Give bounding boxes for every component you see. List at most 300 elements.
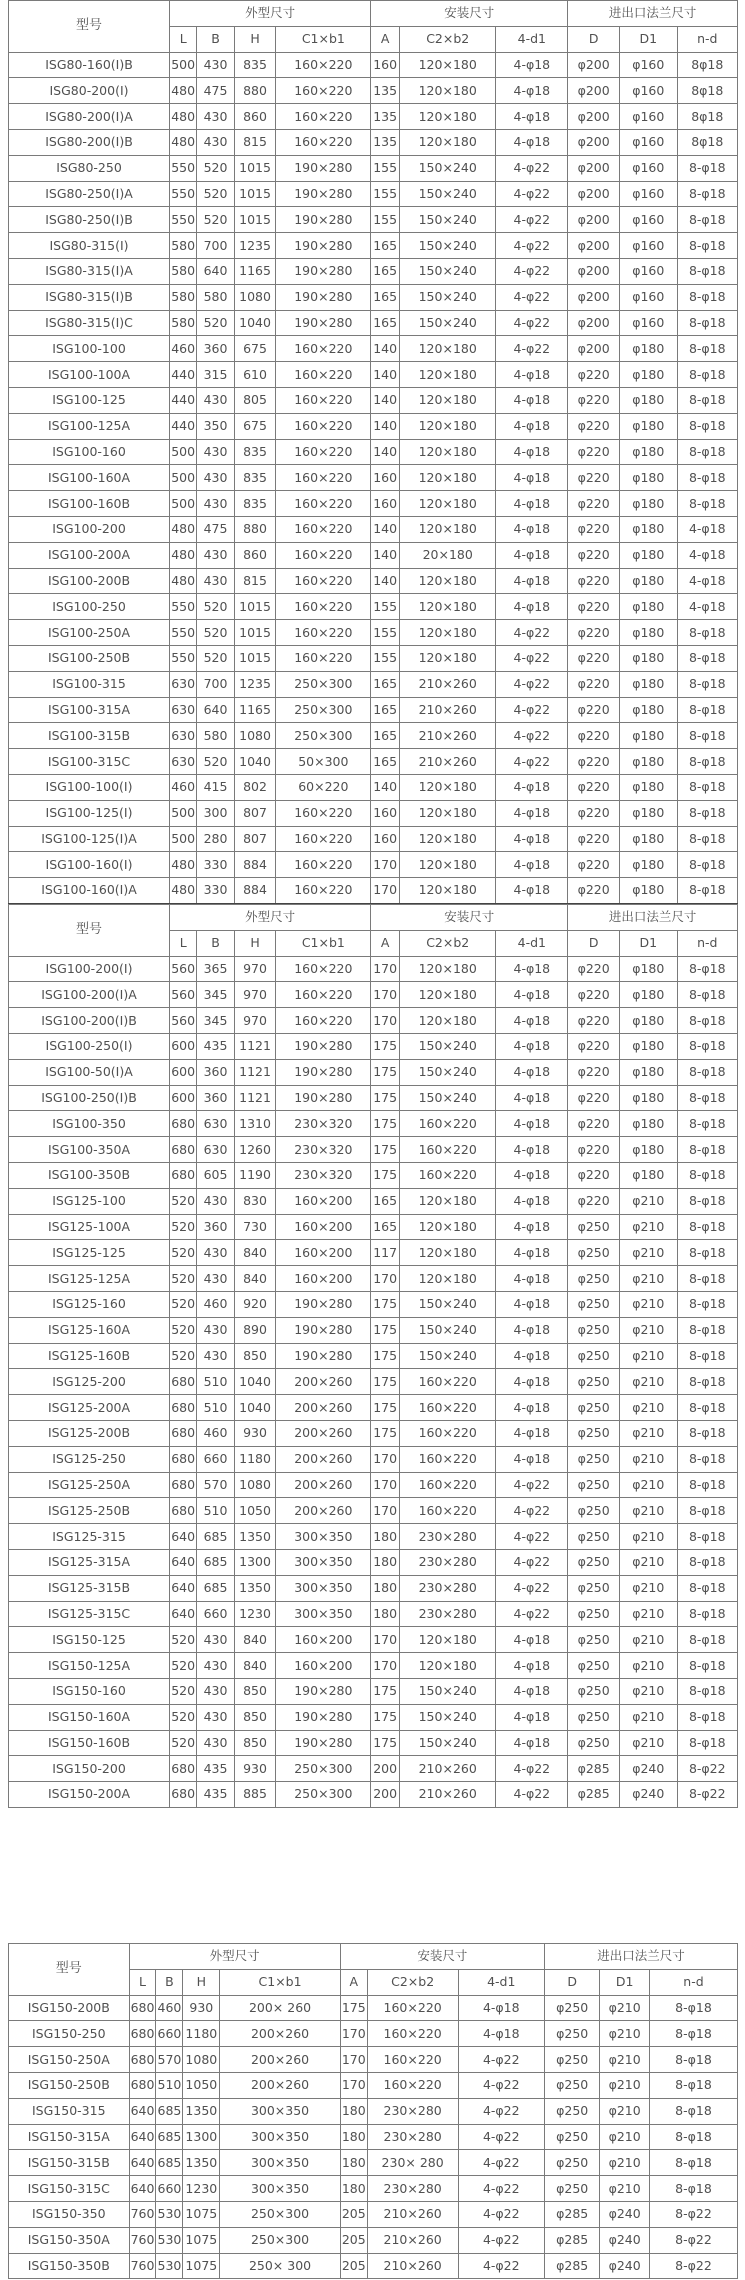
table-cell: φ220 [568,362,620,388]
table-cell: 520 [197,749,234,775]
table-cell: 640 [170,1601,197,1627]
table-cell: 480 [170,568,197,594]
header-outer-dimensions: 外型尺寸 [129,1944,340,1970]
table-cell: 480 [170,78,197,104]
table-cell: 8-φ18 [677,852,737,878]
table-cell: 4-φ18 [496,1111,568,1137]
table-cell: 430 [197,1188,234,1214]
table-cell: 4-φ22 [458,2098,545,2124]
table-cell: 120×180 [400,826,496,852]
table-cell: 175 [371,1678,400,1704]
table-row [9,982,738,1008]
table-row [9,491,738,517]
model-cell: ISG100-125(I) [9,800,170,826]
table-cell: 430 [197,129,234,155]
table-cell: 150×240 [400,1343,496,1369]
table-cell: φ200 [568,155,620,181]
table-cell: 8-φ18 [677,1240,737,1266]
table-cell: 190×280 [276,181,371,207]
table-cell: 120×180 [400,1240,496,1266]
table-cell: 1350 [234,1575,276,1601]
table-cell: 560 [170,982,197,1008]
table-row [9,1782,738,1808]
table-cell: φ250 [545,2047,600,2073]
table-cell: 680 [170,1782,197,1808]
table-cell: 360 [197,1085,234,1111]
table-cell: 190×280 [276,207,371,233]
table-cell: 830 [234,1188,276,1214]
table-cell: 4-φ22 [496,697,568,723]
table-cell: 1121 [234,1033,276,1059]
table-cell: 170 [371,1008,400,1034]
table-cell: 175 [371,1369,400,1395]
table-cell: 140 [371,568,400,594]
table-cell: 760 [129,2253,156,2279]
table-cell: 200×260 [220,2047,341,2073]
table-cell: 120×180 [400,645,496,671]
table-cell: φ210 [620,1343,678,1369]
table-row [9,1059,738,1085]
table-cell: 680 [170,1498,197,1524]
table-cell: 160×220 [276,78,371,104]
table-cell: 230×280 [367,2124,458,2150]
model-cell: ISG100-200A [9,542,170,568]
table-cell: 430 [197,1730,234,1756]
header-col: D [545,1969,600,1995]
table-cell: 160×220 [276,465,371,491]
table-cell: 165 [371,1214,400,1240]
table-cell: 8φ18 [677,129,737,155]
table-cell: 160×220 [276,645,371,671]
model-cell: ISG100-160(I) [9,852,170,878]
table-cell: φ180 [620,568,678,594]
table-cell: φ220 [568,1162,620,1188]
table-cell: 680 [170,1162,197,1188]
table-cell: 165 [371,697,400,723]
table-row [9,1549,738,1575]
table-cell: 500 [170,491,197,517]
table-cell: 480 [170,129,197,155]
table-cell: 200×260 [276,1395,371,1421]
table-cell: 230×280 [400,1549,496,1575]
table-cell: 480 [170,516,197,542]
table-cell: 520 [170,1240,197,1266]
table-row [9,2124,738,2150]
table-cell: 4-φ18 [496,439,568,465]
table-row [9,1188,738,1214]
table-cell: φ180 [620,697,678,723]
table-cell: 200×260 [276,1420,371,1446]
header-col: 4-d1 [496,26,568,52]
model-cell: ISG150-160 [9,1678,170,1704]
table-cell: 884 [234,852,276,878]
table-row [9,1575,738,1601]
model-cell: ISG100-125(I)A [9,826,170,852]
model-cell: ISG100-100 [9,336,170,362]
table-cell: φ220 [568,723,620,749]
model-cell: ISG125-200A [9,1395,170,1421]
table-cell: 8-φ18 [677,1214,737,1240]
model-cell: ISG150-350A [9,2227,130,2253]
table-cell: 430 [197,104,234,130]
table-cell: 160×220 [276,104,371,130]
table-cell: 530 [156,2201,183,2227]
table-cell: 4-φ18 [496,594,568,620]
table-cell: 140 [371,516,400,542]
table-cell: 4-φ18 [496,1653,568,1679]
model-cell: ISG125-100 [9,1188,170,1214]
table-cell: 180 [371,1549,400,1575]
table-cell: 660 [156,2021,183,2047]
table-cell: 930 [183,1995,220,2021]
table-cell: 4-φ18 [458,2021,545,2047]
table-cell: 190×280 [276,1085,371,1111]
table-row [9,1317,738,1343]
table-cell: φ210 [600,2124,650,2150]
header-col: C2×b2 [367,1969,458,1995]
table-cell: 200×260 [276,1498,371,1524]
table-cell: 700 [197,233,234,259]
table-row [9,671,738,697]
table-row [9,1008,738,1034]
table-cell: 230×280 [400,1601,496,1627]
table-cell: 4-φ18 [496,1085,568,1111]
table-cell: 160×220 [276,413,371,439]
header-col: L [129,1969,156,1995]
table-cell: 1075 [183,2253,220,2279]
model-cell: ISG100-250(I) [9,1033,170,1059]
table-cell: 8-φ18 [677,1162,737,1188]
table-cell: 1015 [234,620,276,646]
table-cell: φ250 [568,1730,620,1756]
header-col: H [234,26,276,52]
table-cell: φ210 [620,1188,678,1214]
table-row [9,1214,738,1240]
table-cell: φ250 [568,1214,620,1240]
table-cell: 680 [170,1395,197,1421]
table-cell: 230×320 [276,1137,371,1163]
table-cell: 60×220 [276,774,371,800]
model-cell: ISG150-250B [9,2072,130,2098]
table-cell: 4-φ18 [496,1446,568,1472]
model-cell: ISG125-125 [9,1240,170,1266]
table-cell: 4-φ18 [496,982,568,1008]
table-cell: 160 [371,491,400,517]
table-cell: φ180 [620,465,678,491]
table-cell: 430 [197,1678,234,1704]
table-cell: 155 [371,181,400,207]
table-cell: 520 [197,155,234,181]
table-cell: 430 [197,52,234,78]
table-cell: 685 [197,1549,234,1575]
table-row [9,2047,738,2073]
table-cell: 4-φ18 [496,1343,568,1369]
table-cell: 4-φ22 [496,671,568,697]
header-col: H [234,930,276,956]
table-cell: 860 [234,542,276,568]
table-cell: 170 [371,852,400,878]
table-cell: 520 [170,1214,197,1240]
table-cell: φ210 [600,2072,650,2098]
table-cell: 8-φ18 [677,1369,737,1395]
table-cell: 360 [197,1059,234,1085]
table-cell: 4-φ18 [677,568,737,594]
table-cell: 430 [197,1317,234,1343]
table-cell: 1165 [234,697,276,723]
table-cell: 175 [371,1343,400,1369]
table-cell: 4-φ22 [496,1601,568,1627]
table-row [9,1343,738,1369]
table-cell: 210×260 [400,723,496,749]
table-cell: 160×200 [276,1214,371,1240]
table-cell: 155 [371,207,400,233]
table-cell: 430 [197,1704,234,1730]
table-cell: 8-φ18 [677,878,737,904]
model-cell: ISG100-125 [9,387,170,413]
table-cell: φ220 [568,956,620,982]
table-cell: φ285 [545,2227,600,2253]
table-cell: 160×200 [276,1653,371,1679]
table-cell: φ210 [620,1653,678,1679]
table-cell: 4-φ18 [496,1420,568,1446]
table-cell: φ210 [620,1730,678,1756]
table-cell: 640 [129,2176,156,2202]
model-cell: ISG150-315B [9,2150,130,2176]
table-cell: 4-φ22 [458,2176,545,2202]
table-cell: 4-φ22 [496,1575,568,1601]
table-cell: 4-φ18 [496,1369,568,1395]
table-cell: 8-φ18 [677,1291,737,1317]
table-cell: 8-φ18 [649,2021,737,2047]
table-cell: φ200 [568,258,620,284]
table-cell: 685 [156,2098,183,2124]
table-cell: 120×180 [400,439,496,465]
table-cell: φ180 [620,1137,678,1163]
table-cell: 210×260 [400,671,496,697]
header-col: A [371,930,400,956]
table-cell: 520 [170,1704,197,1730]
table-row [9,413,738,439]
table-cell: 170 [371,1498,400,1524]
table-cell: φ180 [620,439,678,465]
table-cell: 4-φ22 [458,2124,545,2150]
table-cell: 4-φ18 [496,1188,568,1214]
model-cell: ISG150-160B [9,1730,170,1756]
table-cell: φ220 [568,749,620,775]
table-cell: 520 [197,207,234,233]
table-cell: 150×240 [400,155,496,181]
table-cell: 140 [371,387,400,413]
table-cell: 190×280 [276,310,371,336]
table-cell: 180 [371,1575,400,1601]
table-cell: 730 [234,1214,276,1240]
table-row [9,1111,738,1137]
table-cell: 160×200 [276,1240,371,1266]
table-cell: 170 [371,878,400,904]
table-cell: 4-φ22 [458,2047,545,2073]
table-cell: 4-φ22 [496,1498,568,1524]
table-cell: 510 [197,1369,234,1395]
table-cell: 8φ18 [677,52,737,78]
table-cell: φ240 [600,2201,650,2227]
table-cell: φ250 [568,1343,620,1369]
table-cell: 8-φ22 [649,2201,737,2227]
table-cell: 180 [371,1524,400,1550]
table-cell: 4-φ18 [496,78,568,104]
model-cell: ISG80-315(I)A [9,258,170,284]
model-cell: ISG100-160B [9,491,170,517]
table-cell: 1235 [234,233,276,259]
table-cell: 175 [371,1395,400,1421]
table-cell: 4-φ22 [496,749,568,775]
table-cell: 850 [234,1678,276,1704]
table-row [9,387,738,413]
table-cell: 4-φ18 [496,104,568,130]
table-cell: 200×260 [276,1446,371,1472]
table-cell: 8-φ18 [677,671,737,697]
table-cell: 8φ18 [677,78,737,104]
table-cell: 4-φ18 [496,956,568,982]
table-row [9,1420,738,1446]
table-cell: 8-φ18 [677,284,737,310]
table-cell: φ250 [568,1601,620,1627]
table-cell: 8-φ18 [677,982,737,1008]
table-cell: 1080 [234,723,276,749]
table-cell: 190×280 [276,1059,371,1085]
table-cell: 160×220 [276,852,371,878]
table-cell: φ220 [568,594,620,620]
table-cell: φ200 [568,129,620,155]
table-cell: 8-φ18 [677,1266,737,1292]
table-cell: 680 [170,1472,197,1498]
table-cell: 640 [170,1524,197,1550]
table-cell: 600 [170,1085,197,1111]
table-cell: φ220 [568,387,620,413]
table-cell: 175 [371,1291,400,1317]
table-row [9,258,738,284]
table-cell: 4-φ22 [458,2150,545,2176]
table-cell: 4-φ18 [496,1137,568,1163]
table-cell: 210×260 [367,2201,458,2227]
table-cell: 135 [371,78,400,104]
table-cell: 680 [129,2021,156,2047]
table-cell: 165 [371,749,400,775]
table-cell: 880 [234,78,276,104]
table-cell: 4-φ22 [496,258,568,284]
table-cell: 230×280 [367,2176,458,2202]
table-cell: 4-φ18 [496,516,568,542]
table-cell: φ250 [568,1266,620,1292]
table-cell: 8-φ18 [649,2047,737,2073]
table-cell: 250×300 [276,671,371,697]
model-cell: ISG125-125A [9,1266,170,1292]
table-cell: 1040 [234,749,276,775]
table-cell: 8-φ18 [677,233,737,259]
table-cell: 365 [197,956,234,982]
table-cell: 175 [371,1317,400,1343]
table-cell: 160×220 [367,2072,458,2098]
table-cell: 200 [371,1782,400,1808]
header-flange-dimensions: 进出口法兰尺寸 [568,1,738,27]
table-cell: φ180 [620,671,678,697]
table-row [9,233,738,259]
table-cell: 500 [170,800,197,826]
table-cell: φ210 [620,1420,678,1446]
table-body [9,905,738,1808]
table-cell: 675 [234,413,276,439]
table-row [9,2253,738,2279]
table-cell: 1080 [234,1472,276,1498]
table-cell: 4-φ18 [496,1730,568,1756]
model-cell: ISG100-200(I) [9,956,170,982]
table-cell: 1040 [234,310,276,336]
table-row [9,878,738,904]
table-cell: 170 [371,1653,400,1679]
table-row [9,310,738,336]
table-cell: φ200 [568,233,620,259]
table-cell: 4-φ18 [496,542,568,568]
model-cell: ISG150-125A [9,1653,170,1679]
table-cell: 8-φ18 [677,1033,737,1059]
table-cell: 140 [371,413,400,439]
table-cell: 1015 [234,155,276,181]
table-cell: φ240 [620,1756,678,1782]
table-cell: 8-φ18 [677,1498,737,1524]
table-cell: 4-φ18 [677,594,737,620]
header-col: B [197,26,234,52]
header-col: A [340,1969,367,1995]
table-cell: 150×240 [400,207,496,233]
table-cell: 210×260 [400,697,496,723]
table-cell: 160×200 [276,1188,371,1214]
table-cell: 170 [371,1627,400,1653]
table-cell: φ210 [620,1601,678,1627]
table-row [9,2021,738,2047]
table-cell: 815 [234,568,276,594]
table-cell: 1350 [183,2150,220,2176]
table-cell: 210×260 [400,749,496,775]
table-row [9,956,738,982]
table-cell: φ220 [568,413,620,439]
table-cell: 280 [197,826,234,852]
table-cell: 8-φ18 [677,1653,737,1679]
table-cell: 190×280 [276,1033,371,1059]
table-cell: 120×180 [400,1653,496,1679]
table-cell: φ210 [620,1704,678,1730]
table-cell: φ200 [568,181,620,207]
table-row [9,2201,738,2227]
table-cell: 630 [170,697,197,723]
table-cell: 8-φ18 [677,1704,737,1730]
header-flange-dimensions: 进出口法兰尺寸 [568,905,738,931]
table-cell: 300×350 [220,2176,341,2202]
model-cell: ISG100-315 [9,671,170,697]
table-cell: φ210 [620,1395,678,1421]
table-cell: φ220 [568,1137,620,1163]
table-cell: φ160 [620,310,678,336]
table-cell: 8-φ18 [677,155,737,181]
table-cell: 685 [197,1575,234,1601]
table-cell: φ220 [568,465,620,491]
table-row [9,1627,738,1653]
table-cell: 160×220 [276,336,371,362]
table-row [9,78,738,104]
table-row [9,1704,738,1730]
model-cell: ISG100-250 [9,594,170,620]
table-cell: 8-φ22 [649,2227,737,2253]
table-cell: 500 [170,826,197,852]
model-cell: ISG150-350 [9,2201,130,2227]
